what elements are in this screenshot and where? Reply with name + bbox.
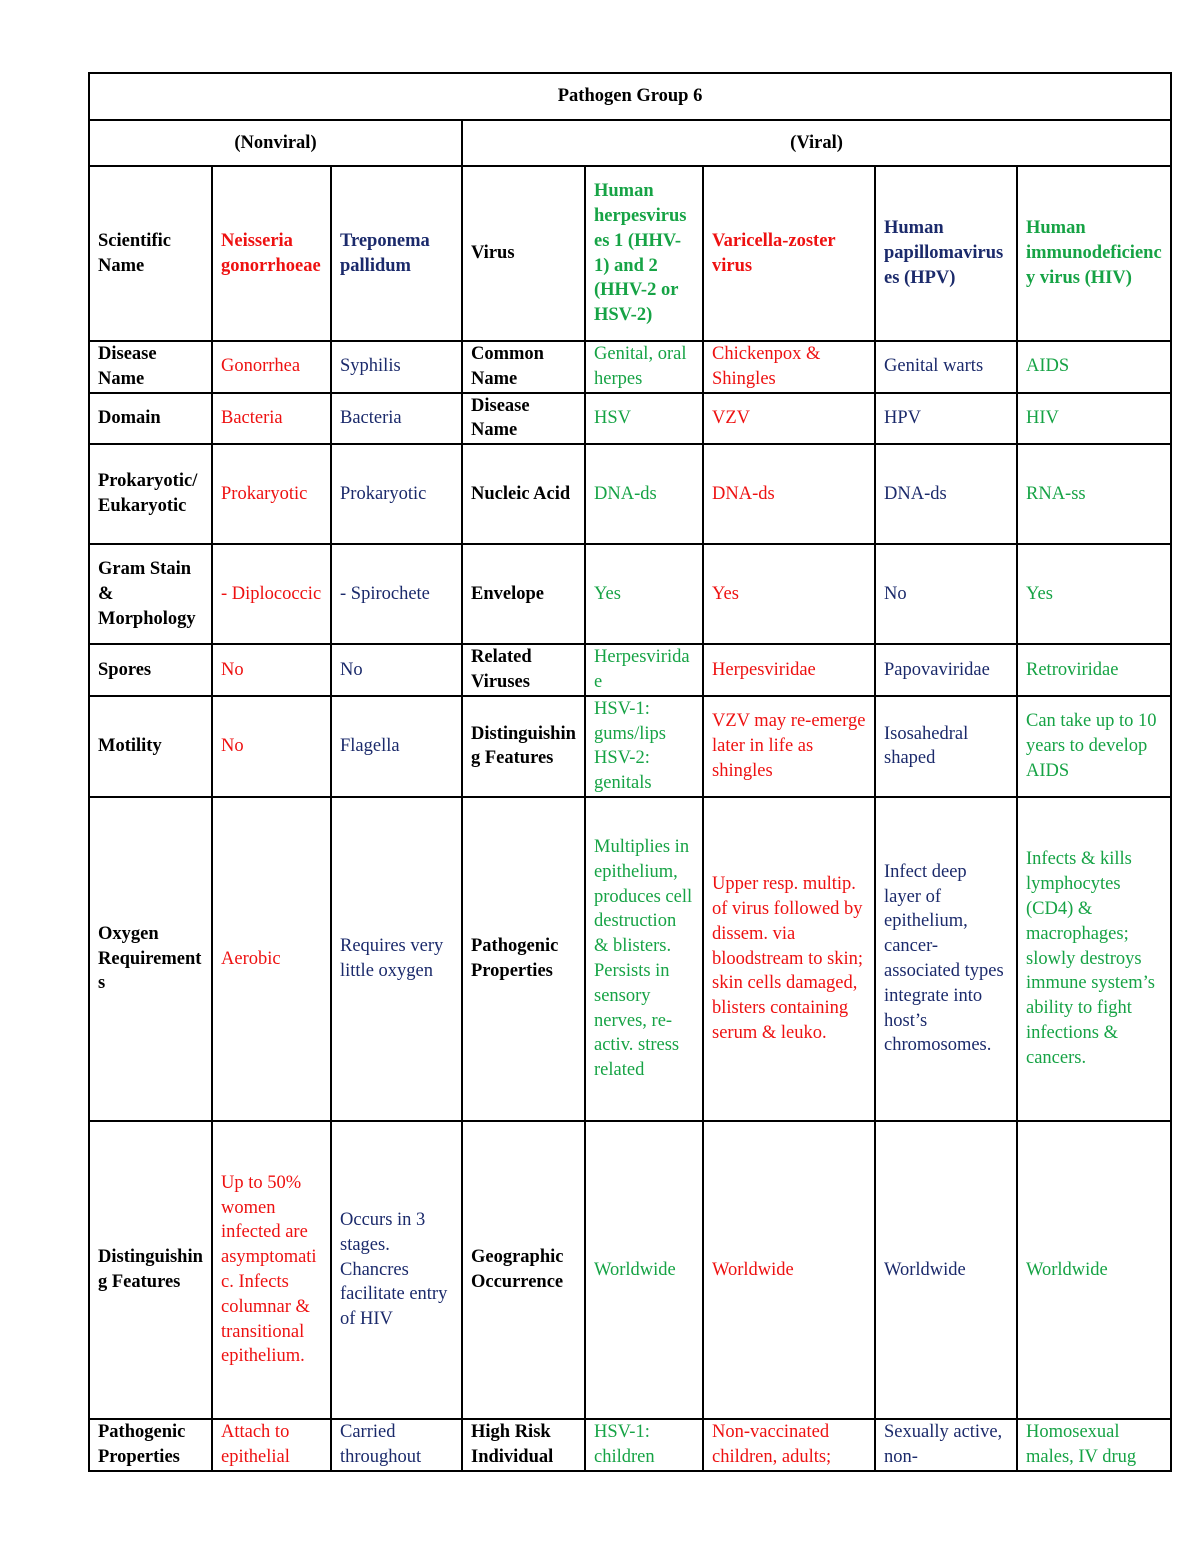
row-label-left: Oxygen Requirements	[89, 797, 212, 1121]
row-label-right: Pathogenic Properties	[462, 797, 585, 1121]
row-label-right: Virus	[462, 166, 585, 341]
neisseria-cell: Aerobic	[212, 797, 331, 1121]
hhv-cell: HSV	[585, 393, 703, 445]
hiv-cell: Homosexual males, IV drug	[1017, 1419, 1171, 1471]
hpv-cell: Sexually active, non-	[875, 1419, 1017, 1471]
table-row	[89, 341, 1171, 393]
row-label-right: Nucleic Acid	[462, 444, 585, 544]
treponema-cell: - Spirochete	[331, 544, 462, 644]
table-row	[89, 544, 1171, 644]
hpv-cell: No	[875, 544, 1017, 644]
hiv-cell: Worldwide	[1017, 1121, 1171, 1419]
neisseria-cell: No	[212, 644, 331, 696]
row-label-right: Envelope	[462, 544, 585, 644]
row-label-left: Domain	[89, 393, 212, 445]
row-label-right: High Risk Individual	[462, 1419, 585, 1471]
hpv-cell: Infect deep layer of epithelium, cancer-associated types integrate into host’s chromosomes.	[875, 797, 1017, 1121]
vzv-cell: Yes	[703, 544, 875, 644]
row-label-left: Distinguishing Features	[89, 1121, 212, 1419]
hpv-cell: DNA-ds	[875, 444, 1017, 544]
neisseria-cell: Neisseria gonorrhoeae	[212, 166, 331, 341]
hhv-cell: Genital, oral herpes	[585, 341, 703, 393]
hpv-cell: HPV	[875, 393, 1017, 445]
row-label-left: Scientific Name	[89, 166, 212, 341]
neisseria-cell: No	[212, 696, 331, 797]
vzv-cell: DNA-ds	[703, 444, 875, 544]
neisseria-cell: Attach to epithelial	[212, 1419, 331, 1471]
neisseria-cell: Bacteria	[212, 393, 331, 445]
row-label-right: Common Name	[462, 341, 585, 393]
row-label-right: Distinguishing Features	[462, 696, 585, 797]
vzv-cell: VZV may re-emerge later in life as shingles	[703, 696, 875, 797]
treponema-cell: Occurs in 3 stages. Chancres facilitate entry of HIV	[331, 1121, 462, 1419]
row-label-right: Related Viruses	[462, 644, 585, 696]
row-label-right: Geographic Occurrence	[462, 1121, 585, 1419]
hhv-cell: Multiplies in epithelium, produces cell destruction & blisters. Persists in sensory nerves, re-activ. stress related	[585, 797, 703, 1121]
table-row	[89, 696, 1171, 797]
row-label-left: Motility	[89, 696, 212, 797]
treponema-cell: No	[331, 644, 462, 696]
treponema-cell: Requires very little oxygen	[331, 797, 462, 1121]
hhv-cell: Yes	[585, 544, 703, 644]
table-row	[89, 797, 1171, 1121]
hiv-cell: RNA-ss	[1017, 444, 1171, 544]
nonviral-header: (Nonviral)	[89, 120, 462, 166]
hiv-cell: Infects & kills lymphocytes (CD4) & macrophages; slowly destroys immune system’s ability to fight infections & cancers.	[1017, 797, 1171, 1121]
treponema-cell: Bacteria	[331, 393, 462, 445]
vzv-cell: Upper resp. multip. of virus followed by dissem. via bloodstream to skin; skin cells damaged, blisters containing serum & leuko.	[703, 797, 875, 1121]
treponema-cell: Carried throughout	[331, 1419, 462, 1471]
hpv-cell: Human papillomaviruses (HPV)	[875, 166, 1017, 341]
hhv-cell: DNA-ds	[585, 444, 703, 544]
table-row	[89, 166, 1171, 341]
vzv-cell: Worldwide	[703, 1121, 875, 1419]
treponema-cell: Prokaryotic	[331, 444, 462, 544]
hhv-cell: Worldwide	[585, 1121, 703, 1419]
table-row	[89, 444, 1171, 544]
hhv-cell: Herpesviridae	[585, 644, 703, 696]
neisseria-cell: - Diplococcic	[212, 544, 331, 644]
row-label-left: Spores	[89, 644, 212, 696]
row-label-left: Gram Stain & Morphology	[89, 544, 212, 644]
hpv-cell: Isosahedral shaped	[875, 696, 1017, 797]
table-title: Pathogen Group 6	[89, 73, 1171, 120]
viral-header: (Viral)	[462, 120, 1171, 166]
hpv-cell: Papovaviridae	[875, 644, 1017, 696]
row-label-right: Disease Name	[462, 393, 585, 445]
vzv-cell: Herpesviridae	[703, 644, 875, 696]
table-row	[89, 1419, 1171, 1471]
treponema-cell: Treponema pallidum	[331, 166, 462, 341]
hiv-cell: Retroviridae	[1017, 644, 1171, 696]
table-row	[89, 393, 1171, 445]
hhv-cell: HSV-1: children	[585, 1419, 703, 1471]
vzv-cell: VZV	[703, 393, 875, 445]
vzv-cell: Non-vaccinated children, adults;	[703, 1419, 875, 1471]
row-label-left: Disease Name	[89, 341, 212, 393]
hhv-cell: Human herpesviruses 1 (HHV-1) and 2 (HHV-2 or HSV-2)	[585, 166, 703, 341]
table-row	[89, 1121, 1171, 1419]
hiv-cell: Human immunodeficiency virus (HIV)	[1017, 166, 1171, 341]
row-label-left: Pathogenic Properties	[89, 1419, 212, 1471]
neisseria-cell: Up to 50% women infected are asymptomatic. Infects columnar & transitional epithelium.	[212, 1121, 331, 1419]
vzv-cell: Chickenpox & Shingles	[703, 341, 875, 393]
hiv-cell: Can take up to 10 years to develop AIDS	[1017, 696, 1171, 797]
treponema-cell: Flagella	[331, 696, 462, 797]
group-header-row	[89, 120, 1171, 166]
hhv-cell: HSV-1: gums/lips HSV-2: genitals	[585, 696, 703, 797]
neisseria-cell: Gonorrhea	[212, 341, 331, 393]
hpv-cell: Worldwide	[875, 1121, 1017, 1419]
hiv-cell: AIDS	[1017, 341, 1171, 393]
table-row	[89, 644, 1171, 696]
neisseria-cell: Prokaryotic	[212, 444, 331, 544]
row-label-left: Prokaryotic/ Eukaryotic	[89, 444, 212, 544]
treponema-cell: Syphilis	[331, 341, 462, 393]
pathogen-table	[88, 72, 1172, 1472]
vzv-cell: Varicella-zoster virus	[703, 166, 875, 341]
title-row	[89, 73, 1171, 120]
hpv-cell: Genital warts	[875, 341, 1017, 393]
hiv-cell: Yes	[1017, 544, 1171, 644]
hiv-cell: HIV	[1017, 393, 1171, 445]
